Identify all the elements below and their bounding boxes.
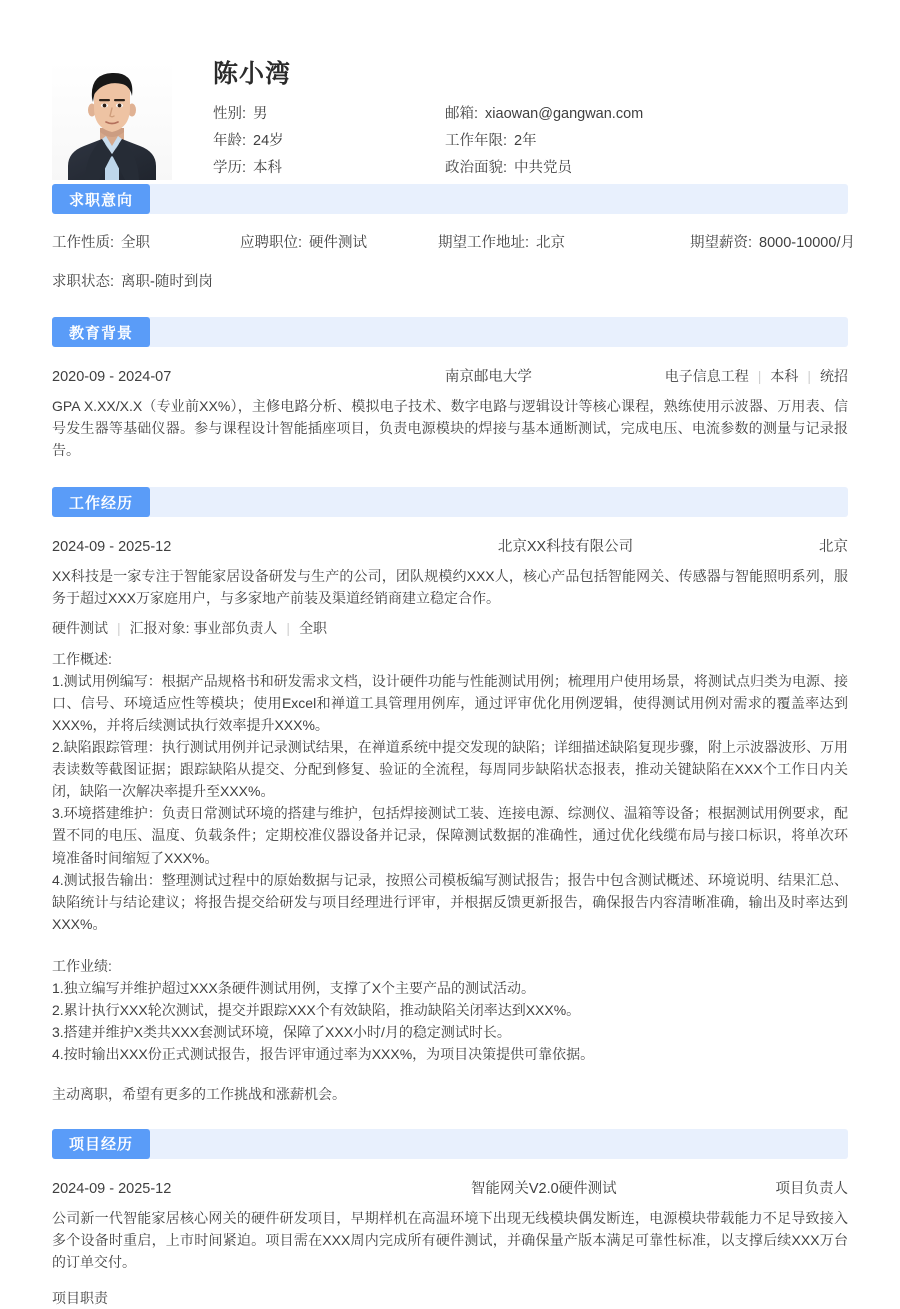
intent-job-nature-value: 全职	[121, 235, 151, 251]
intent-filler-1	[240, 270, 438, 291]
section-header-project	[52, 1129, 848, 1159]
profile-field-experience-value: 2年	[514, 132, 537, 149]
work-date: 2024-09 - 2025-12	[52, 539, 172, 556]
intent-status-value: 离职-随时到岗	[121, 274, 213, 290]
work-position: 硬件测试	[52, 619, 108, 636]
intent-position	[240, 231, 438, 252]
intent-position-label: 应聘职位:	[240, 235, 303, 251]
profile-field-experience	[445, 134, 848, 150]
profile-field-age	[213, 134, 445, 150]
project-date: 2024-09 - 2025-12	[52, 1180, 172, 1197]
intent-location-value: 北京	[536, 235, 566, 251]
work-company: 北京XX科技有限公司	[497, 539, 634, 556]
work-achievement-4: 4.按时输出XXX份正式测试报告，报告评审通过率为XXX%，为项目决策提供可靠依据。	[52, 1046, 595, 1063]
work-achievement-3: 3.搭建并维护X类共XXX套测试环境，保障了XXX小时/月的稳定测试时长。	[52, 1024, 511, 1041]
work-job-type: 全职	[299, 619, 328, 636]
work-entry-head	[52, 535, 848, 556]
work-duty-2: 2.缺陷跟踪管理：执行测试用例并记录测试结果，在禅道系统中提交发现的缺陷；详细描述缺陷复现步骤，附上示波器波形、万用表读数等截图证据；跟踪缺陷从提交、分配到修复、验证的全流程，每周同步缺陷状态报表，推动关键缺陷在XXX个工作日内关闭，缺陷一次解决率提升至XXX%。	[52, 738, 848, 800]
section-title-intention: 求职意向	[52, 184, 150, 214]
project-next-heading-clipped: 项目职责	[52, 1289, 108, 1306]
page-title: 陈小湾	[213, 60, 292, 88]
intent-job-nature	[52, 231, 240, 252]
work-leave-reason: 主动离职，希望有更多的工作挑战和涨薪机会。	[52, 1085, 346, 1102]
section-header-intention	[52, 184, 848, 214]
work-duties-title: 工作概述:	[52, 650, 112, 667]
work-achievement-1: 1.独立编写并维护超过XXX条硬件测试用例，支撑了X个主要产品的测试活动。	[52, 980, 536, 997]
section-header-work	[52, 487, 848, 517]
work-spacer	[52, 638, 848, 642]
profile-field-political	[445, 161, 848, 177]
profile-field-age-value: 24岁	[253, 132, 284, 149]
profile-field-gender-value: 男	[253, 106, 268, 122]
intent-filler-3	[690, 270, 855, 291]
work-duty-3: 3.环境搭建维护：负责日常测试环境的搭建与维护，包括焊接测试工装、连接电源、综测仪、温箱等设备；根据测试用例要求，配置不同的电压、温度、负载条件；定期校准仪器设备并记录，保障测试数据的准确性，通过优化线缆布局与接口标识，将单次环境准备时间缩短了XXX%。	[52, 805, 848, 866]
education-separator-1: |	[757, 368, 762, 384]
profile-field-education-value: 本科	[253, 159, 283, 176]
intent-job-nature-label: 工作性质:	[52, 235, 115, 251]
education-school: 南京邮电大学	[444, 369, 532, 385]
intent-salary	[690, 231, 855, 252]
section-title-work: 工作经历	[52, 487, 150, 517]
profile-field-gender	[213, 107, 445, 123]
work-report-to: 汇报对象: 事业部负责人	[129, 619, 278, 636]
work-company-intro: XX科技是一家专注于智能家居设备研发与生产的公司，团队规模约XXX人，核心产品包括智能网关、传感器与智能照明系列，服务于超过XXX万家庭用户，与多家地产前装及渠道经销商建立稳定合作。	[52, 568, 848, 607]
intent-salary-value: 8000-10000/月	[759, 235, 855, 251]
profile-field-email-label: 邮箱:	[445, 106, 479, 122]
intent-status-label: 求职状态:	[52, 274, 115, 290]
intent-location	[438, 231, 690, 252]
intent-filler-2	[438, 270, 690, 291]
work-duty-4: 4.测试报告输出：整理测试过程中的原始数据与记录，按照公司模板编写测试报告；报告中包含测试概述、环境说明、结果汇总、缺陷统计与结论建议；将报告提交给研发与项目经理进行评审，并根据反馈更新报告，确保报告内容清晰准确，输出及时率达到XXX%。	[52, 871, 848, 932]
profile-field-age-label: 年龄:	[213, 132, 247, 149]
education-admission-type: 统招	[820, 368, 848, 384]
intention-grid	[52, 231, 855, 291]
profile-field-experience-label: 工作年限:	[445, 132, 508, 149]
project-entry-head	[52, 1177, 848, 1198]
profile-field-political-value: 中共党员	[514, 159, 573, 176]
profile-field-email	[445, 107, 848, 123]
education-description: GPA X.XX/X.X（专业前XX%），主修电路分析、模拟电子技术、数字电路与逻辑设计等核心课程，熟练使用示波器、万用表、信号发生器等基础仪器。参与课程设计智能插座项目，负责电源模块的焊接与基本通断测试，完成电压、电流参数的测量与记录报告。	[52, 398, 848, 459]
education-major: 电子信息工程	[664, 368, 749, 384]
work-duty-1: 1.测试用例编写：根据产品规格书和研发需求文档，设计硬件功能与性能测试用例；梳理用户使用场景，将测试点归类为电源、接口、信号、环境适应性等模块；使用Excel和禅道工具管理用例库，通过评审优化用例逻辑，使得测试用例对需求的覆盖率达到XXX%，并将后续测试执行效率提升XXX%。	[52, 672, 848, 733]
work-separator-2: |	[286, 619, 291, 636]
education-degree: 本科	[770, 368, 799, 384]
profile-field-education	[213, 161, 445, 177]
intent-status	[52, 270, 240, 291]
work-separator-1: |	[117, 619, 121, 636]
education-entry-head	[52, 365, 848, 386]
avatar	[52, 62, 172, 180]
section-header-education	[52, 317, 848, 347]
profile-field-gender-label: 性别:	[213, 106, 247, 122]
intent-location-label: 期望工作地址:	[438, 235, 530, 251]
work-achievement-2: 2.累计执行XXX轮次测试，提交并跟踪XXX个有效缺陷，推动缺陷关闭率达到XXX%。	[52, 1002, 581, 1019]
section-title-education: 教育背景	[52, 317, 150, 347]
education-separator-2: |	[807, 368, 811, 384]
intent-position-value: 硬件测试	[309, 235, 368, 251]
profile-details	[172, 62, 848, 204]
project-background: 公司新一代智能家居核心网关的硬件研发项目，早期样机在高温环境下出现无线模块偶发断连，电源模块带载能力不足导致接入多个设备时重启，上市时间紧迫。项目需在XXX周内完成所有硬件测试，并确保量产版本满足可靠性标准，以支撑后续XXX万台的订单交付。	[52, 1209, 848, 1270]
profile-field-email-value: xiaowan@gangwan.com	[485, 106, 644, 122]
section-title-project: 项目经历	[52, 1129, 150, 1159]
portrait-photo-icon	[52, 62, 172, 180]
profile-field-education-label: 学历:	[213, 159, 247, 176]
project-name: 智能网关V2.0硬件测试	[470, 1180, 617, 1197]
profile-header	[52, 0, 848, 176]
profile-field-political-label: 政治面貌:	[445, 159, 508, 176]
education-date: 2020-09 - 2024-07	[52, 369, 172, 385]
intent-salary-label: 期望薪资:	[690, 235, 753, 251]
education-meta	[665, 366, 848, 386]
work-achievements-title: 工作业绩:	[52, 957, 112, 974]
work-position-meta	[52, 618, 848, 638]
work-location: 北京	[819, 539, 848, 556]
project-role: 项目负责人	[775, 1180, 848, 1197]
